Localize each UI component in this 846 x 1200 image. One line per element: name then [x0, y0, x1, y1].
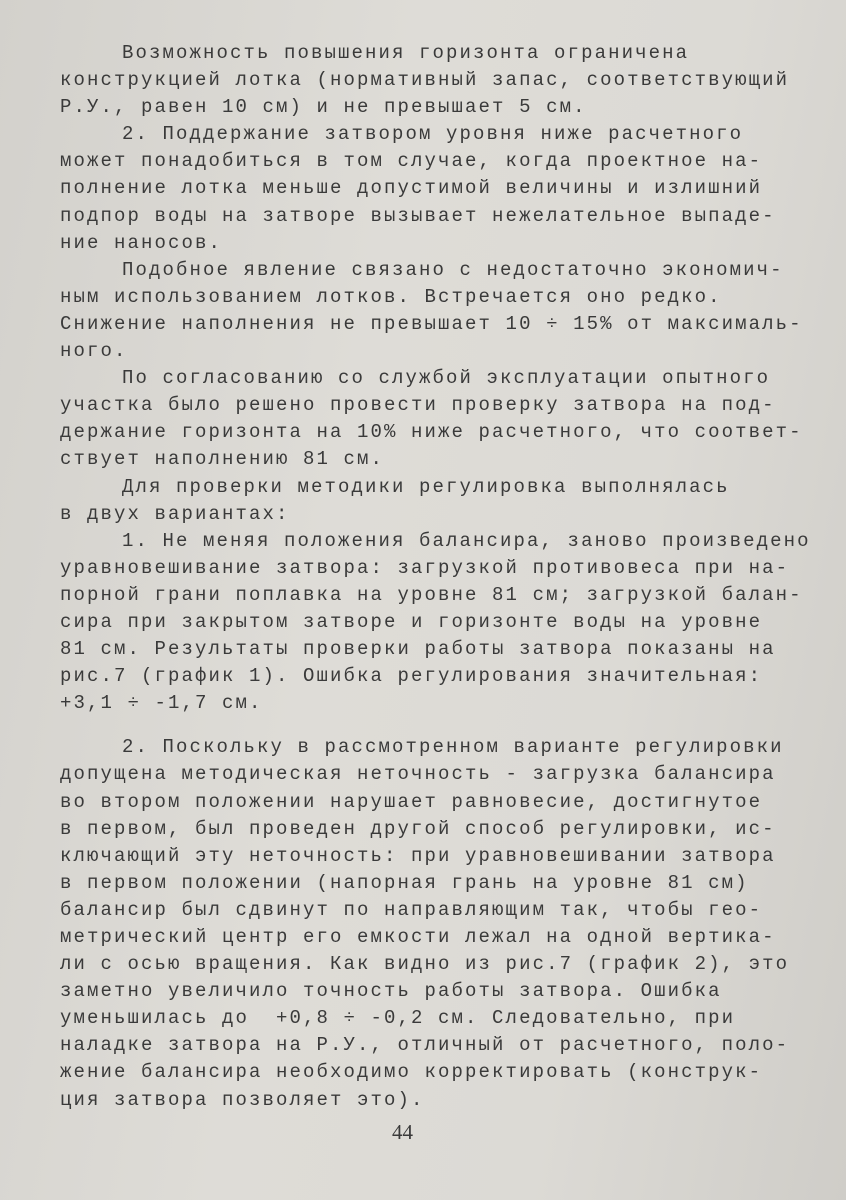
text-line: жение балансира необходимо корректировать (конструк-	[60, 1061, 763, 1084]
text-line: уменьшилась до +0,8 ÷ -0,2 см. Следовательно, при	[60, 1007, 736, 1030]
text-line: Подобное явление связано с недостаточно экономич-	[122, 258, 784, 281]
text-line: метрический центр его емкости лежал на одной вертика-	[60, 926, 776, 948]
text-line: балансир был сдвинут по направляющим так, чтобы гео-	[60, 898, 763, 921]
text-line: ли с осью вращения. Как видно из рис.7 (график 2), это	[60, 953, 790, 976]
text-line: наладке затвора на Р.У., отличный от расчетного, поло-	[60, 1034, 790, 1057]
text-line: уравновешивание затвора: загрузкой противовеса при на-	[60, 556, 790, 579]
text-line: держание горизонта на 10% ниже расчетного, что соответ-	[60, 421, 803, 444]
text-line: рис.7 (график 1). Ошибка регулирования значительная:	[60, 665, 763, 688]
text-line: в первом, был проведен другой способ регулировки, ис-	[60, 817, 776, 840]
text-line: в двух вариантах:	[60, 502, 290, 525]
text-line: 2. Поскольку в рассмотренном варианте регулировки	[122, 736, 784, 759]
text-line: Для проверки методики регулировка выполнялась	[122, 475, 730, 498]
text-line: в первом положении (напорная грань на уровне 81 см)	[60, 871, 749, 894]
text-line: +3,1 ÷ -1,7 см.	[60, 692, 263, 715]
text-line: ным использованием лотков. Встречается оно редко.	[60, 285, 722, 308]
text-line: 2. Поддержание затвором уровня ниже расчетного	[122, 123, 744, 146]
paragraph-gap	[60, 717, 820, 734]
text-line: порной грани поплавка на уровне 81 см; загрузкой балан-	[60, 583, 803, 606]
page-number: 44	[392, 1120, 413, 1144]
text-line: может понадобиться в том случае, когда проектное на-	[60, 150, 763, 173]
document-body	[60, 40, 820, 1114]
text-line: полнение лотка меньше допустимой величины и излишний	[60, 177, 763, 200]
text-line: подпор воды на затворе вызывает нежелательное выпаде-	[60, 204, 776, 227]
text-line: Р.У., равен 10 см) и не превышает 5 см.	[60, 96, 587, 119]
text-line: По согласованию со службой эксплуатации опытного	[122, 367, 771, 390]
text-line: ключающий эту неточность: при уравновешивании затвора	[60, 844, 776, 867]
text-line: 81 см. Результаты проверки работы затвора показаны на	[60, 638, 776, 661]
text-line: ние наносов.	[60, 231, 223, 254]
text-line: 1. Не меняя положения балансира, заново произведено	[122, 529, 811, 552]
text-line: ствует наполнению 81 см.	[60, 448, 385, 471]
text-line: Возможность повышения горизонта ограничена	[122, 42, 690, 64]
text-line: во втором положении нарушает равновесие, достигнутое	[60, 790, 763, 813]
text-line: Снижение наполнения не превышает 10 ÷ 15% от максималь-	[60, 312, 803, 335]
text-line: допущена методическая неточность - загрузка балансира	[60, 763, 776, 786]
text-line: участка было решено провести проверку затвора на под-	[60, 394, 776, 417]
text-line: ция затвора позволяет это).	[60, 1088, 425, 1111]
text-line: сира при закрытом затворе и горизонте воды на уровне	[60, 610, 763, 633]
text-line: ного.	[60, 340, 128, 363]
text-line: конструкцией лотка (нормативный запас, соответствующий	[60, 69, 790, 92]
text-line: заметно увеличило точность работы затвора. Ошибка	[60, 980, 722, 1003]
